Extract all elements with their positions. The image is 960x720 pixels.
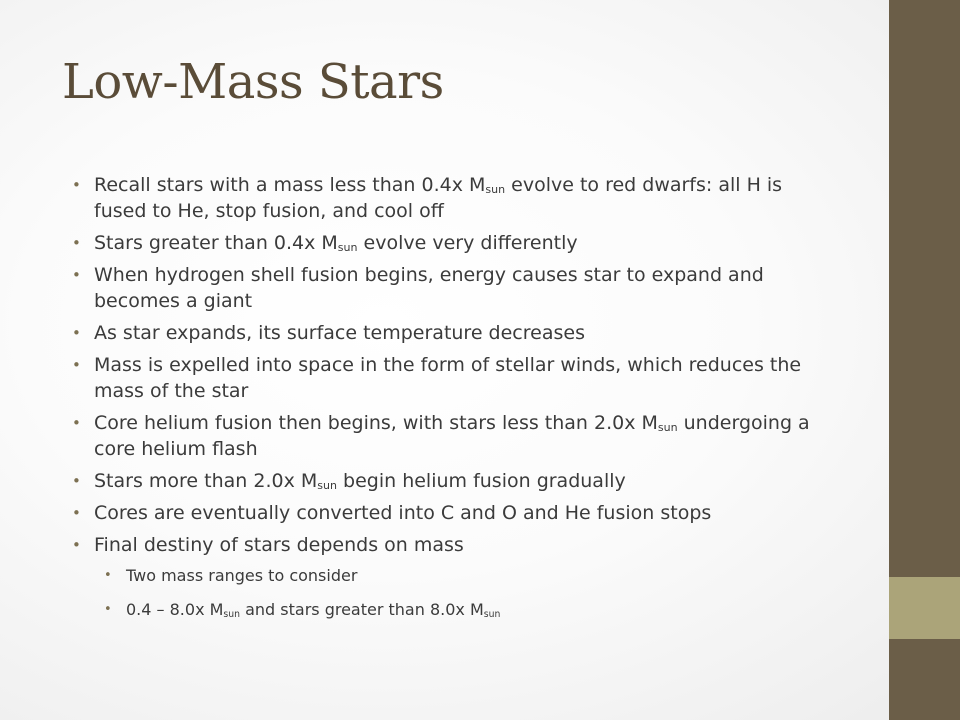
- bullet-item: • Recall stars with a mass less than 0.4x $M_{sun}$ evolve to red dwarfs: all H is fused to He, stop fusion, and cool off: [70, 172, 830, 224]
- sub-bullet-item: • Two mass ranges to consider: [102, 564, 830, 588]
- side-bar-accent: [889, 577, 960, 639]
- bullet-item: • When hydrogen shell fusion begins, energy causes star to expand and becomes a giant: [70, 262, 830, 314]
- bullet-item: • Stars greater than 0.4x $M_{sun}$ evolve very differently: [70, 230, 830, 256]
- bullet-item: • As star expands, its surface temperature decreases: [70, 320, 830, 346]
- sub-bullet-list: [102, 564, 830, 622]
- bullet-item: • Cores are eventually converted into C and O and He fusion stops: [70, 500, 830, 526]
- sub-bullet-item: • 0.4 – 8.0x $M_{sun}$ and stars greater than 8.0x $M_{sun}$: [102, 598, 830, 622]
- bullet-item: • Final destiny of stars depends on mass • Two mass ranges to consider • 0.4 – 8.0x $M_{sun}$ and stars greater than 8.0x $M_{sun}$: [70, 532, 830, 622]
- bullet-item: • Mass is expelled into space in the form of stellar winds, which reduces the mass of the star: [70, 352, 830, 404]
- slide-title: Low-Mass Stars: [62, 54, 444, 110]
- bullet-item: • Core helium fusion then begins, with stars less than 2.0x $M_{sun}$ undergoing a core helium flash: [70, 410, 830, 462]
- bullet-item: • Stars more than 2.0x $M_{sun}$ begin helium fusion gradually: [70, 468, 830, 494]
- bullet-list: [70, 172, 830, 632]
